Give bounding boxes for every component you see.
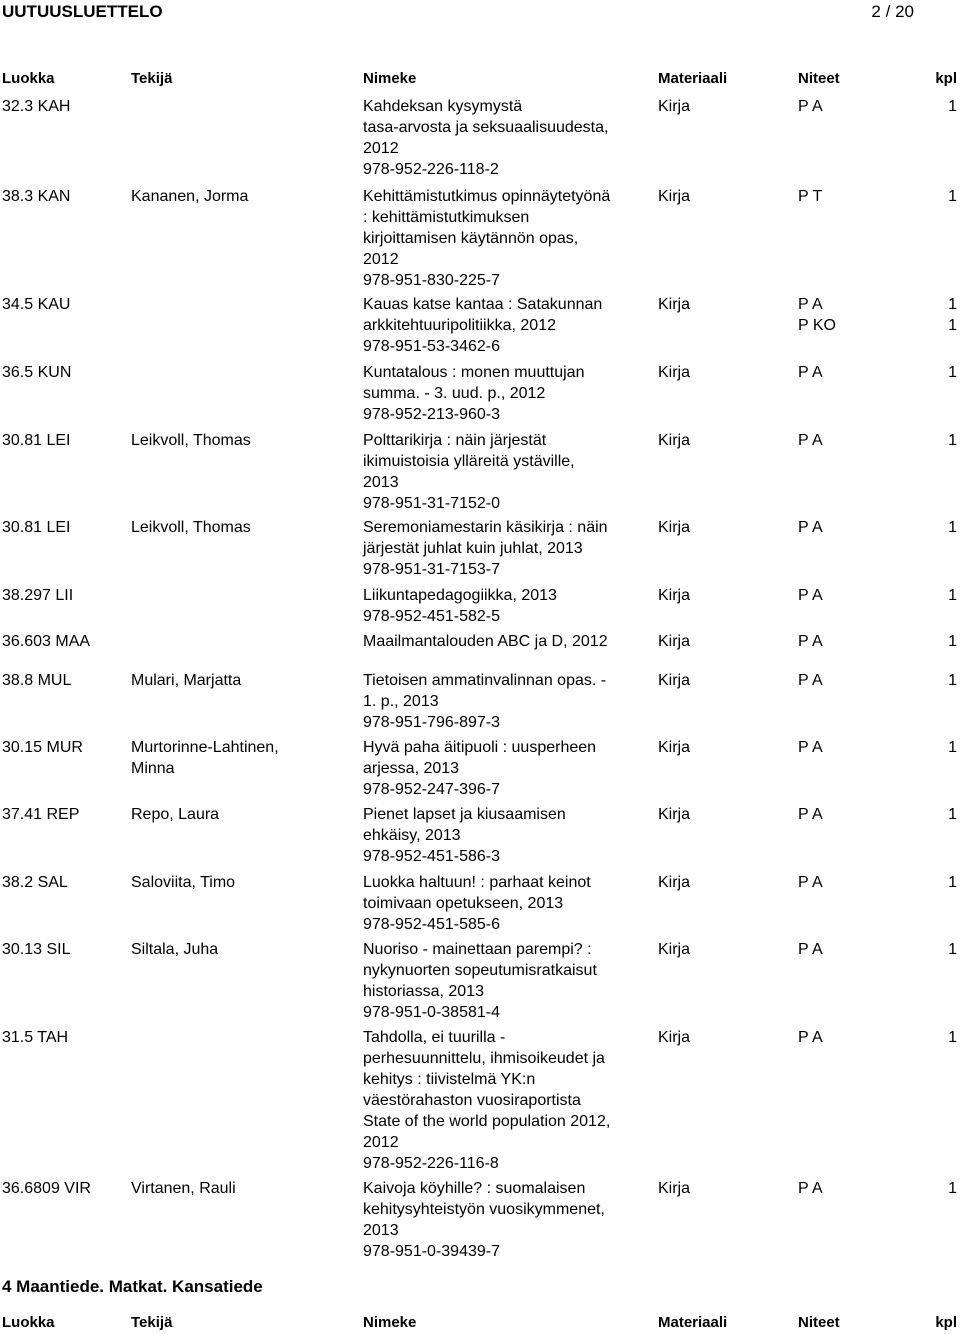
copies-location	[798, 585, 823, 606]
count-line: 1	[948, 188, 957, 205]
current-page: 2	[871, 2, 881, 21]
column-header-top	[0, 70, 960, 90]
count-line: 1	[948, 364, 957, 381]
title-line: kirjoittamisen käytännön opas,	[363, 230, 579, 247]
material-type: Kirja	[658, 1180, 691, 1197]
luokka-code: 38.2 SAL	[2, 874, 68, 891]
title-line: 978-952-451-585-6	[363, 916, 500, 933]
author	[131, 670, 241, 691]
title-line: 2013	[363, 1222, 399, 1239]
material-type: Kirja	[658, 364, 691, 381]
title-line: 2012	[363, 1134, 399, 1151]
luokka-code: 36.603 MAA	[2, 633, 91, 650]
title-info	[363, 1178, 628, 1262]
author	[131, 1178, 236, 1199]
title-line: Kehittämistutkimus opinnäytetyönä	[363, 188, 611, 205]
location-line: P A	[798, 432, 823, 449]
material-type: Kirja	[658, 672, 691, 689]
copy-count	[948, 737, 957, 758]
copies-location	[798, 631, 823, 652]
location-line: P KO	[798, 317, 836, 334]
title-line: kehitys : tiivistelmä YK:n	[363, 1071, 536, 1088]
luokka-code: 30.15 MUR	[2, 739, 83, 756]
luokka-code: 38.3 KAN	[2, 188, 71, 205]
location-line: P A	[798, 1180, 823, 1197]
count-line: 1	[948, 739, 957, 756]
header-kpl: kpl	[935, 1314, 957, 1331]
title-info	[363, 294, 628, 357]
title-line: 978-951-0-38581-4	[363, 1004, 500, 1021]
luokka-code: 34.5 KAU	[2, 296, 71, 313]
location-line: P A	[798, 587, 823, 604]
copy-count	[948, 294, 957, 336]
copy-count	[948, 585, 957, 606]
header-tekija: Tekijä	[131, 1314, 173, 1331]
header-nimeke: Nimeke	[363, 70, 417, 87]
header-niteet: Niteet	[798, 1314, 840, 1331]
author	[131, 804, 219, 825]
count-line: 1	[948, 874, 957, 891]
author	[131, 872, 235, 893]
title-line: : kehittämistutkimuksen	[363, 209, 530, 226]
luokka-code: 31.5 TAH	[2, 1029, 69, 1046]
title-line: arkkitehtuuripolitiikka, 2012	[363, 317, 556, 334]
author-line: Repo, Laura	[131, 806, 220, 823]
title-line: tasa-arvosta ja seksuaalisuudesta,	[363, 119, 609, 136]
title-info	[363, 872, 628, 935]
copies-location	[798, 517, 823, 538]
title-line: 978-952-226-118-2	[363, 161, 499, 178]
title-line: Kauas katse kantaa : Satakunnan	[363, 296, 603, 313]
title-info	[363, 430, 628, 514]
title-line: 2012	[363, 251, 399, 268]
location-line: P A	[798, 633, 823, 650]
author-line: Siltala, Juha	[131, 941, 219, 958]
title-line: arjessa, 2013	[363, 760, 460, 777]
title-line: väestörahaston vuosiraportista	[363, 1092, 581, 1109]
material-type: Kirja	[658, 806, 691, 823]
author	[131, 186, 248, 207]
title-line: 978-951-830-225-7	[363, 272, 500, 289]
count-line: 1	[948, 1029, 957, 1046]
title-line: 978-951-31-7153-7	[363, 561, 500, 578]
title-info	[363, 737, 628, 800]
title-line: 978-952-451-582-5	[363, 608, 500, 625]
header-luokka: Luokka	[2, 1314, 55, 1331]
column-header-bottom	[0, 1314, 960, 1334]
material-type: Kirja	[658, 874, 691, 891]
header-materiaali: Materiaali	[658, 70, 728, 87]
header-luokka: Luokka	[2, 70, 55, 87]
title-line: 2012	[363, 140, 399, 157]
title-line: Luokka haltuun! : parhaat keinot	[363, 874, 591, 891]
title-line: Liikuntapedagogiikka, 2013	[363, 587, 557, 604]
location-line: P A	[798, 941, 823, 958]
title-line: 978-952-247-396-7	[363, 781, 500, 798]
title-info	[363, 1027, 628, 1174]
location-line: P A	[798, 364, 823, 381]
author-line: Leikvoll, Thomas	[131, 432, 251, 449]
luokka-code: 30.81 LEI	[2, 432, 71, 449]
header-kpl: kpl	[935, 70, 957, 87]
document-title: UUTUUSLUETTELO	[2, 2, 163, 21]
copies-location	[798, 872, 823, 893]
copy-count	[948, 872, 957, 893]
count-line: 1	[948, 806, 957, 823]
copies-location	[798, 737, 823, 758]
title-line: toimivaan opetukseen, 2013	[363, 895, 564, 912]
material-type: Kirja	[658, 296, 691, 313]
copies-location	[798, 294, 836, 336]
title-line: kehitysyhteistyön vuosikymmenet,	[363, 1201, 605, 1218]
author	[131, 737, 279, 779]
title-line: 2013	[363, 474, 399, 491]
material-type: Kirja	[658, 98, 691, 115]
header-tekija: Tekijä	[131, 70, 173, 87]
title-line: 978-951-53-3462-6	[363, 338, 500, 355]
copies-location	[798, 939, 823, 960]
copy-count	[948, 517, 957, 538]
title-line: 1. p., 2013	[363, 693, 439, 710]
title-line: 978-951-796-897-3	[363, 714, 500, 731]
material-type: Kirja	[658, 188, 691, 205]
total-pages: 20	[895, 2, 914, 21]
location-line: P A	[798, 296, 823, 313]
material-type: Kirja	[658, 739, 691, 756]
copies-location	[798, 670, 823, 691]
copies-location	[798, 804, 823, 825]
title-line: historiassa, 2013	[363, 983, 484, 1000]
luokka-code: 30.81 LEI	[2, 519, 71, 536]
count-line: 1	[948, 519, 957, 536]
title-line: Kuntatalous : monen muuttujan	[363, 364, 585, 381]
title-info	[363, 186, 628, 291]
location-line: P A	[798, 519, 823, 536]
title-line: State of the world population 2012,	[363, 1113, 611, 1130]
title-info	[363, 585, 628, 627]
material-type: Kirja	[658, 633, 691, 650]
header-nimeke: Nimeke	[363, 1314, 417, 1331]
luokka-code: 36.6809 VIR	[2, 1180, 91, 1197]
luokka-code: 37.41 REP	[2, 806, 80, 823]
title-line: summa. - 3. uud. p., 2012	[363, 385, 546, 402]
page-number	[871, 2, 914, 22]
author	[131, 430, 251, 451]
copy-count	[948, 186, 957, 207]
header-niteet: Niteet	[798, 70, 840, 87]
author-line: Minna	[131, 760, 175, 777]
location-line: P A	[798, 1029, 823, 1046]
author-line: Kananen, Jorma	[131, 188, 249, 205]
title-info	[363, 362, 628, 425]
luokka-code: 38.297 LII	[2, 587, 74, 604]
count-line: 1	[948, 296, 957, 313]
count-line: 1	[948, 587, 957, 604]
copies-location	[798, 362, 823, 383]
title-info	[363, 631, 628, 652]
copy-count	[948, 631, 957, 652]
title-line: 978-951-0-39439-7	[363, 1243, 500, 1260]
title-line: 978-952-226-116-8	[363, 1155, 499, 1172]
title-line: järjestät juhlat kuin juhlat, 2013	[363, 540, 583, 557]
material-type: Kirja	[658, 941, 691, 958]
title-line: Nuoriso - mainettaan parempi? :	[363, 941, 592, 958]
luokka-code: 32.3 KAH	[2, 98, 71, 115]
copies-location	[798, 96, 823, 117]
title-line: Tietoisen ammatinvalinnan opas. -	[363, 672, 607, 689]
title-info	[363, 670, 628, 733]
count-line: 1	[948, 633, 957, 650]
title-line: Pienet lapset ja kiusaamisen	[363, 806, 566, 823]
page-separator: /	[885, 2, 891, 21]
title-info	[363, 96, 628, 180]
luokka-code: 38.8 MUL	[2, 672, 72, 689]
copy-count	[948, 1027, 957, 1048]
luokka-code: 30.13 SIL	[2, 941, 71, 958]
copies-location	[798, 1178, 823, 1199]
title-info	[363, 517, 628, 580]
section-heading: 4 Maantiede. Matkat. Kansatiede	[2, 1277, 263, 1296]
title-info	[363, 939, 628, 1023]
luokka-code: 36.5 KUN	[2, 364, 72, 381]
copy-count	[948, 670, 957, 691]
title-line: 978-952-451-586-3	[363, 848, 500, 865]
material-type: Kirja	[658, 1029, 691, 1046]
count-line: 1	[948, 941, 957, 958]
count-line: 1	[948, 1180, 957, 1197]
title-line: perhesuunnittelu, ihmisoikeudet ja	[363, 1050, 605, 1067]
count-line: 1	[948, 98, 957, 115]
copies-location	[798, 430, 823, 451]
copy-count	[948, 430, 957, 451]
title-line: nykynuorten sopeutumisratkaisut	[363, 962, 597, 979]
copy-count	[948, 804, 957, 825]
location-line: P A	[798, 806, 823, 823]
count-line: 1	[948, 432, 957, 449]
copies-location	[798, 186, 822, 207]
title-line: Hyvä paha äitipuoli : uusperheen	[363, 739, 597, 756]
author	[131, 939, 218, 960]
author-line: Mulari, Marjatta	[131, 672, 242, 689]
title-line: Seremoniamestarin käsikirja : näin	[363, 519, 608, 536]
material-type: Kirja	[658, 519, 691, 536]
title-line: Maailmantalouden ABC ja D, 2012	[363, 633, 608, 650]
material-type: Kirja	[658, 587, 691, 604]
title-line: Polttarikirja : näin järjestät	[363, 432, 547, 449]
copies-location	[798, 1027, 823, 1048]
location-line: P A	[798, 98, 823, 115]
location-line: P T	[798, 188, 823, 205]
location-line: P A	[798, 672, 823, 689]
title-info	[363, 804, 628, 867]
author-line: Murtorinne-Lahtinen,	[131, 739, 279, 756]
author-line: Virtanen, Rauli	[131, 1180, 236, 1197]
author	[131, 517, 251, 538]
count-line: 1	[948, 672, 957, 689]
title-line: 978-951-31-7152-0	[363, 495, 500, 512]
copy-count	[948, 939, 957, 960]
title-line: Kaivoja köyhille? : suomalaisen	[363, 1180, 586, 1197]
copy-count	[948, 96, 957, 117]
author-line: Saloviita, Timo	[131, 874, 236, 891]
title-line: ikimuistoisia ylläreitä ystäville,	[363, 453, 575, 470]
material-type: Kirja	[658, 432, 691, 449]
header-materiaali: Materiaali	[658, 1314, 728, 1331]
title-line: 978-952-213-960-3	[363, 406, 500, 423]
location-line: P A	[798, 874, 823, 891]
location-line: P A	[798, 739, 823, 756]
copy-count	[948, 362, 957, 383]
title-line: ehkäisy, 2013	[363, 827, 461, 844]
count-line: 1	[948, 317, 957, 334]
copy-count	[948, 1178, 957, 1199]
title-line: Tahdolla, ei tuurilla -	[363, 1029, 506, 1046]
author-line: Leikvoll, Thomas	[131, 519, 251, 536]
title-line: Kahdeksan kysymystä	[363, 98, 523, 115]
